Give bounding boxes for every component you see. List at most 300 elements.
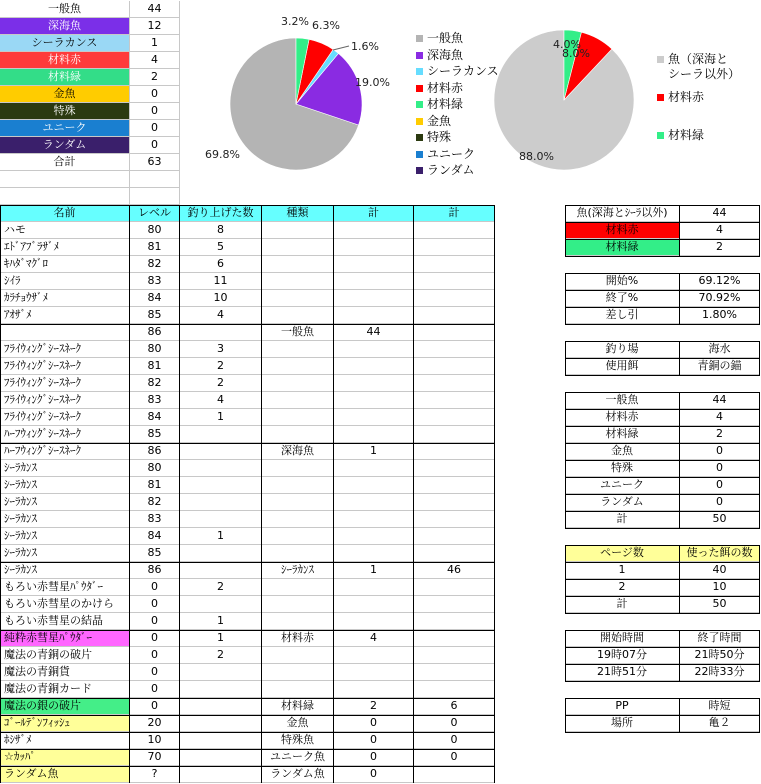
table-cell-type[interactable] — [262, 579, 334, 596]
table-cell-level[interactable]: 85 — [130, 545, 180, 562]
table-cell-type[interactable] — [262, 426, 334, 443]
table-cell-count[interactable] — [180, 426, 262, 443]
table-cell-name[interactable]: ﾌﾗｲｳｨﾝｸﾞｼｰｽﾈｰｸ — [0, 375, 130, 392]
table-cell-level[interactable]: 85 — [130, 426, 180, 443]
right-label[interactable]: ランダム — [565, 494, 680, 511]
table-cell-name[interactable]: ﾌﾗｲｳｨﾝｸﾞｼｰｽﾈｰｸ — [0, 392, 130, 409]
legend-item — [416, 130, 451, 145]
table-cell-sum1[interactable]: 1 — [334, 443, 414, 460]
right-label[interactable]: 釣り場 — [565, 341, 680, 358]
table-cell-name[interactable]: 魔法の銀の破片 — [0, 698, 130, 715]
table-cell-level[interactable]: 83 — [130, 392, 180, 409]
table-cell-level[interactable]: 80 — [130, 341, 180, 358]
table-cell-sum2[interactable] — [414, 273, 495, 290]
summary-label[interactable]: 材料赤 — [0, 52, 130, 69]
table-cell-count[interactable] — [180, 443, 262, 460]
table-cell-sum2[interactable] — [414, 681, 495, 698]
table-cell-sum1[interactable] — [334, 273, 414, 290]
table-cell-count[interactable] — [180, 749, 262, 766]
table-cell-name[interactable]: ｼｰﾗｶﾝｽ — [0, 511, 130, 528]
blank-cell[interactable] — [130, 171, 180, 188]
grid-line — [129, 205, 130, 783]
table-cell-count[interactable]: 4 — [180, 307, 262, 324]
right-value[interactable]: 4 — [680, 409, 760, 426]
table-cell-count[interactable]: 1 — [180, 409, 262, 426]
right-value[interactable]: 44 — [680, 205, 760, 222]
column-header[interactable]: 名前 — [0, 205, 130, 222]
table-cell-name[interactable]: ｶﾗﾁｮｳｻﾞﾒ — [0, 290, 130, 307]
table-cell-sum2[interactable]: 46 — [414, 562, 495, 579]
table-cell-count[interactable]: 2 — [180, 358, 262, 375]
right-label[interactable]: ユニーク — [565, 477, 680, 494]
table-cell-count[interactable] — [180, 545, 262, 562]
table-cell-sum1[interactable] — [334, 596, 414, 613]
table-cell-type[interactable] — [262, 256, 334, 273]
table-cell-name[interactable]: 魔法の青銅貨 — [0, 664, 130, 681]
right-label[interactable]: 魚(深海とｼｰﾗ以外) — [565, 205, 680, 222]
summary-value[interactable]: 63 — [130, 154, 180, 171]
table-cell-sum2[interactable] — [414, 511, 495, 528]
table-cell-type[interactable] — [262, 545, 334, 562]
summary-value[interactable]: 44 — [130, 1, 180, 18]
table-cell-level[interactable]: 86 — [130, 443, 180, 460]
table-cell-sum2[interactable] — [414, 239, 495, 256]
table-cell-sum1[interactable]: 0 — [334, 732, 414, 749]
summary-value[interactable]: 0 — [130, 137, 180, 154]
right-label[interactable]: 19時07分 — [565, 647, 680, 664]
table-cell-sum1[interactable] — [334, 290, 414, 307]
table-cell-count[interactable]: 4 — [180, 392, 262, 409]
right-label[interactable]: 材料赤 — [565, 222, 680, 239]
table-cell-name[interactable]: ☆ｶｯﾊﾟ — [0, 749, 130, 766]
table-cell-type[interactable] — [262, 511, 334, 528]
summary-label[interactable]: 特殊 — [0, 103, 130, 120]
table-cell-level[interactable]: 0 — [130, 681, 180, 698]
right-value[interactable]: 44 — [680, 392, 760, 409]
table-cell-name[interactable]: もろい赤彗星ﾊﾟｳﾀﾞｰ — [0, 579, 130, 596]
table-cell-name[interactable]: ｺﾞｰﾙﾃﾞﾝﾌｨｯｼｭ — [0, 715, 130, 732]
table-cell-type[interactable] — [262, 222, 334, 239]
table-cell-level[interactable]: 80 — [130, 222, 180, 239]
table-cell-sum1[interactable]: 0 — [334, 715, 414, 732]
table-cell-level[interactable]: 0 — [130, 579, 180, 596]
table-cell-name[interactable]: ｼｰﾗｶﾝｽ — [0, 477, 130, 494]
table-cell-name[interactable]: もろい赤彗星のかけら — [0, 596, 130, 613]
summary-label[interactable]: 一般魚 — [0, 1, 130, 18]
table-cell-level[interactable]: 84 — [130, 409, 180, 426]
legend-label: 魚（深海と シーラ以外） — [668, 52, 741, 81]
table-cell-sum1[interactable] — [334, 681, 414, 698]
table-cell-name[interactable]: もろい赤彗星の結晶 — [0, 613, 130, 630]
right-value[interactable]: 10 — [680, 579, 760, 596]
table-cell-sum2[interactable] — [414, 443, 495, 460]
table-cell-sum1[interactable] — [334, 545, 414, 562]
summary-value[interactable]: 4 — [130, 52, 180, 69]
right-value[interactable]: 時短 — [680, 698, 760, 715]
right-value[interactable]: 亀２ — [680, 715, 760, 732]
table-cell-sum1[interactable]: 2 — [334, 698, 414, 715]
summary-value[interactable]: 0 — [130, 120, 180, 137]
right-value[interactable]: 青銅の錨 — [680, 358, 760, 375]
table-cell-sum2[interactable] — [414, 613, 495, 630]
summary-label[interactable]: ランダム — [0, 137, 130, 154]
table-cell-count[interactable] — [180, 477, 262, 494]
right-value[interactable]: 0 — [680, 460, 760, 477]
table-cell-sum2[interactable] — [414, 222, 495, 239]
table-cell-level[interactable]: 81 — [130, 477, 180, 494]
table-cell-level[interactable]: 0 — [130, 698, 180, 715]
table-cell-sum2[interactable] — [414, 409, 495, 426]
right-label[interactable]: 1 — [565, 562, 680, 579]
table-cell-name[interactable]: ﾌﾗｲｳｨﾝｸﾞｼｰｽﾈｰｸ — [0, 341, 130, 358]
grid-line — [565, 613, 760, 614]
table-cell-count[interactable]: 3 — [180, 341, 262, 358]
right-value[interactable]: 2 — [680, 239, 760, 256]
table-cell-sum1[interactable]: 44 — [334, 324, 414, 341]
table-cell-sum2[interactable] — [414, 494, 495, 511]
table-cell-name[interactable]: ﾌﾗｲｳｨﾝｸﾞｼｰｽﾈｰｸ — [0, 409, 130, 426]
table-cell-name[interactable]: ﾊｰﾌｳｨﾝｸﾞｼｰｽﾈｰｸ — [0, 443, 130, 460]
table-cell-count[interactable]: 2 — [180, 579, 262, 596]
table-cell-level[interactable]: 20 — [130, 715, 180, 732]
table-cell-sum2[interactable] — [414, 647, 495, 664]
table-cell-sum2[interactable] — [414, 307, 495, 324]
table-cell-sum1[interactable] — [334, 579, 414, 596]
legend-label: 一般魚 — [427, 31, 464, 45]
table-cell-name[interactable]: ｼｰﾗｶﾝｽ — [0, 528, 130, 545]
table-cell-count[interactable] — [180, 732, 262, 749]
table-cell-type[interactable] — [262, 681, 334, 698]
table-cell-count[interactable]: 1 — [180, 528, 262, 545]
pie-label: 69.8% — [205, 148, 240, 161]
summary-value[interactable]: 0 — [130, 103, 180, 120]
right-value[interactable]: 0 — [680, 494, 760, 511]
table-cell-level[interactable]: 84 — [130, 528, 180, 545]
table-cell-type[interactable] — [262, 239, 334, 256]
table-cell-count[interactable] — [180, 494, 262, 511]
grid-line — [333, 205, 334, 783]
summary-label[interactable]: 材料緑 — [0, 69, 130, 86]
table-cell-level[interactable]: 86 — [130, 324, 180, 341]
table-cell-name[interactable]: ﾊｰﾌｳｨﾝｸﾞｼｰｽﾈｰｸ — [0, 426, 130, 443]
table-cell-level[interactable]: 81 — [130, 239, 180, 256]
table-cell-sum2[interactable] — [414, 596, 495, 613]
table-cell-sum2[interactable] — [414, 766, 495, 783]
right-value[interactable]: 2 — [680, 426, 760, 443]
table-cell-sum2[interactable] — [414, 375, 495, 392]
table-cell-type[interactable]: 材料赤 — [262, 630, 334, 647]
table-cell-name[interactable]: ｼｰﾗｶﾝｽ — [0, 494, 130, 511]
table-cell-count[interactable] — [180, 715, 262, 732]
right-value[interactable]: 70.92% — [680, 290, 760, 307]
table-cell-level[interactable]: 83 — [130, 511, 180, 528]
right-value[interactable]: 海水 — [680, 341, 760, 358]
table-cell-sum1[interactable] — [334, 256, 414, 273]
table-cell-sum2[interactable] — [414, 630, 495, 647]
right-label[interactable]: 金魚 — [565, 443, 680, 460]
table-cell-name[interactable]: ｱｵｻﾞﾒ — [0, 307, 130, 324]
table-cell-sum1[interactable] — [334, 307, 414, 324]
blank-cell[interactable] — [0, 171, 130, 188]
table-cell-name[interactable]: ﾎｼｻﾞﾒ — [0, 732, 130, 749]
table-cell-name[interactable]: ｴﾄﾞｱﾌﾞﾗｻﾞﾒ — [0, 239, 130, 256]
table-cell-name[interactable]: ｼｲﾗ — [0, 273, 130, 290]
table-cell-name[interactable]: ｼｰﾗｶﾝｽ — [0, 460, 130, 477]
table-cell-sum2[interactable] — [414, 324, 495, 341]
table-cell-name[interactable]: ハモ — [0, 222, 130, 239]
table-cell-count[interactable] — [180, 766, 262, 783]
table-cell-type[interactable]: 一般魚 — [262, 324, 334, 341]
grid-line — [565, 460, 760, 461]
table-cell-sum1[interactable]: 1 — [334, 562, 414, 579]
table-cell-sum1[interactable] — [334, 409, 414, 426]
summary-value[interactable]: 12 — [130, 18, 180, 35]
legend-item — [416, 114, 451, 129]
right-value[interactable]: 21時50分 — [680, 647, 760, 664]
column-header[interactable]: 釣り上げた数 — [180, 205, 262, 222]
right-label[interactable]: PP — [565, 698, 680, 715]
grid-line — [565, 341, 760, 342]
grid-line — [0, 715, 495, 716]
table-cell-level[interactable]: 0 — [130, 630, 180, 647]
table-cell-type[interactable]: 深海魚 — [262, 443, 334, 460]
right-value[interactable]: 0 — [680, 443, 760, 460]
table-cell-type[interactable] — [262, 528, 334, 545]
right-label[interactable]: 差し引 — [565, 307, 680, 324]
column-header[interactable]: レベル — [130, 205, 180, 222]
grid-line — [565, 205, 760, 206]
table-cell-count[interactable]: 10 — [180, 290, 262, 307]
table-cell-sum2[interactable] — [414, 579, 495, 596]
table-cell-type[interactable] — [262, 460, 334, 477]
table-cell-level[interactable]: 81 — [130, 358, 180, 375]
table-cell-sum2[interactable] — [414, 290, 495, 307]
table-cell-level[interactable]: 0 — [130, 613, 180, 630]
right-label[interactable]: 2 — [565, 579, 680, 596]
table-cell-count[interactable]: 11 — [180, 273, 262, 290]
grid-line — [0, 562, 495, 563]
grid-line — [565, 239, 760, 240]
table-cell-level[interactable]: 80 — [130, 460, 180, 477]
table-cell-type[interactable] — [262, 375, 334, 392]
table-cell-type[interactable] — [262, 494, 334, 511]
table-cell-level[interactable]: 0 — [130, 664, 180, 681]
table-cell-name[interactable]: ｷﾊﾀﾞﾏｸﾞﾛ — [0, 256, 130, 273]
table-cell-type[interactable] — [262, 647, 334, 664]
table-cell-sum1[interactable] — [334, 358, 414, 375]
table-cell-name[interactable]: 純粋赤彗星ﾊﾟｳﾀﾞｰ — [0, 630, 130, 647]
table-cell-sum2[interactable] — [414, 392, 495, 409]
right-label[interactable]: 終了% — [565, 290, 680, 307]
table-cell-sum1[interactable] — [334, 511, 414, 528]
table-cell-level[interactable]: 82 — [130, 494, 180, 511]
right-value[interactable]: 4 — [680, 222, 760, 239]
table-cell-type[interactable]: ランダム魚 — [262, 766, 334, 783]
table-cell-count[interactable]: 1 — [180, 613, 262, 630]
table-cell-name[interactable]: 魔法の青銅の破片 — [0, 647, 130, 664]
table-cell-sum2[interactable] — [414, 477, 495, 494]
table-cell-type[interactable] — [262, 613, 334, 630]
right-value[interactable]: 使った餌の数 — [680, 545, 760, 562]
summary-label[interactable]: シーラカンス — [0, 35, 130, 52]
right-label[interactable]: 材料緑 — [565, 426, 680, 443]
table-cell-level[interactable]: 10 — [130, 732, 180, 749]
table-cell-level[interactable]: 0 — [130, 647, 180, 664]
right-label[interactable]: 計 — [565, 511, 680, 528]
legend-swatch — [416, 35, 423, 42]
table-cell-count[interactable]: 5 — [180, 239, 262, 256]
table-cell-level[interactable]: 83 — [130, 273, 180, 290]
summary-label[interactable]: 深海魚 — [0, 18, 130, 35]
table-cell-sum2[interactable] — [414, 528, 495, 545]
right-label[interactable]: 使用餌 — [565, 358, 680, 375]
table-cell-sum2[interactable] — [414, 256, 495, 273]
right-value[interactable]: 50 — [680, 511, 760, 528]
right-value[interactable]: 40 — [680, 562, 760, 579]
table-cell-sum1[interactable] — [334, 647, 414, 664]
table-cell-count[interactable] — [180, 511, 262, 528]
table-cell-sum1[interactable] — [334, 664, 414, 681]
table-cell-sum1[interactable] — [334, 460, 414, 477]
grid-line — [565, 426, 760, 427]
table-cell-type[interactable]: ユニーク魚 — [262, 749, 334, 766]
grid-line — [413, 205, 414, 783]
table-cell-type[interactable] — [262, 596, 334, 613]
summary-label[interactable]: 金魚 — [0, 86, 130, 103]
table-cell-name[interactable]: 魔法の青銅カード — [0, 681, 130, 698]
right-label[interactable]: 計 — [565, 596, 680, 613]
table-cell-type[interactable] — [262, 307, 334, 324]
table-cell-type[interactable]: ｼｰﾗｶﾝｽ — [262, 562, 334, 579]
table-cell-name[interactable]: ランダム魚 — [0, 766, 130, 783]
legend-swatch — [416, 167, 423, 174]
right-label[interactable]: 場所 — [565, 715, 680, 732]
table-cell-count[interactable] — [180, 460, 262, 477]
table-cell-level[interactable]: 85 — [130, 307, 180, 324]
table-cell-type[interactable]: 特殊魚 — [262, 732, 334, 749]
summary-value[interactable]: 2 — [130, 69, 180, 86]
table-cell-sum1[interactable]: 0 — [334, 766, 414, 783]
table-cell-name[interactable]: ｼｰﾗｶﾝｽ — [0, 545, 130, 562]
blank-cell[interactable] — [0, 188, 130, 205]
blank-cell[interactable] — [130, 188, 180, 205]
table-cell-sum2[interactable]: 0 — [414, 732, 495, 749]
table-cell-name[interactable]: ｼｰﾗｶﾝｽ — [0, 562, 130, 579]
table-cell-type[interactable] — [262, 358, 334, 375]
summary-label[interactable]: 合計 — [0, 154, 130, 171]
table-cell-count[interactable]: 2 — [180, 375, 262, 392]
right-label[interactable]: 材料緑 — [565, 239, 680, 256]
right-value[interactable]: 1.80% — [680, 307, 760, 324]
right-label[interactable]: ページ数 — [565, 545, 680, 562]
summary-value[interactable]: 1 — [130, 35, 180, 52]
table-cell-sum1[interactable]: 4 — [334, 630, 414, 647]
table-cell-type[interactable] — [262, 664, 334, 681]
table-cell-count[interactable] — [180, 562, 262, 579]
table-cell-sum1[interactable] — [334, 239, 414, 256]
table-cell-count[interactable]: 2 — [180, 647, 262, 664]
table-cell-sum1[interactable] — [334, 392, 414, 409]
column-header[interactable]: 計 — [334, 205, 414, 222]
pie-label: 1.6% — [351, 40, 379, 53]
table-cell-type[interactable] — [262, 341, 334, 358]
table-cell-level[interactable]: 84 — [130, 290, 180, 307]
table-cell-type[interactable] — [262, 477, 334, 494]
right-label[interactable]: 開始% — [565, 273, 680, 290]
table-cell-count[interactable]: 6 — [180, 256, 262, 273]
table-cell-count[interactable] — [180, 664, 262, 681]
right-value[interactable]: 69.12% — [680, 273, 760, 290]
table-cell-count[interactable]: 8 — [180, 222, 262, 239]
table-cell-sum2[interactable]: 0 — [414, 715, 495, 732]
table-cell-sum1[interactable] — [334, 375, 414, 392]
table-cell-count[interactable] — [180, 596, 262, 613]
column-header[interactable]: 計 — [414, 205, 495, 222]
table-cell-level[interactable]: 0 — [130, 596, 180, 613]
right-label[interactable]: 開始時間 — [565, 630, 680, 647]
legend-swatch — [416, 134, 423, 141]
table-cell-level[interactable]: 86 — [130, 562, 180, 579]
table-cell-sum1[interactable]: 0 — [334, 749, 414, 766]
right-label[interactable]: 一般魚 — [565, 392, 680, 409]
summary-label[interactable]: ユニーク — [0, 120, 130, 137]
table-cell-sum2[interactable] — [414, 545, 495, 562]
table-cell-sum1[interactable] — [334, 528, 414, 545]
table-cell-sum2[interactable] — [414, 358, 495, 375]
table-cell-sum2[interactable] — [414, 664, 495, 681]
column-header[interactable]: 種類 — [262, 205, 334, 222]
table-cell-sum1[interactable] — [334, 341, 414, 358]
right-value[interactable]: 22時33分 — [680, 664, 760, 681]
table-cell-name[interactable] — [0, 324, 130, 341]
table-cell-sum2[interactable] — [414, 341, 495, 358]
table-cell-sum1[interactable] — [334, 494, 414, 511]
table-cell-level[interactable]: 82 — [130, 256, 180, 273]
table-cell-sum1[interactable] — [334, 477, 414, 494]
table-cell-type[interactable]: 金魚 — [262, 715, 334, 732]
table-cell-level[interactable]: ? — [130, 766, 180, 783]
right-label[interactable]: 21時51分 — [565, 664, 680, 681]
table-cell-sum2[interactable]: 6 — [414, 698, 495, 715]
right-value[interactable]: 50 — [680, 596, 760, 613]
right-label[interactable]: 材料赤 — [565, 409, 680, 426]
table-cell-count[interactable] — [180, 681, 262, 698]
table-cell-type[interactable]: 材料緑 — [262, 698, 334, 715]
table-cell-sum1[interactable] — [334, 222, 414, 239]
grid-line — [0, 732, 495, 733]
table-cell-count[interactable]: 1 — [180, 630, 262, 647]
table-cell-count[interactable] — [180, 324, 262, 341]
table-cell-sum1[interactable] — [334, 426, 414, 443]
table-cell-type[interactable] — [262, 290, 334, 307]
table-cell-name[interactable]: ﾌﾗｲｳｨﾝｸﾞｼｰｽﾈｰｸ — [0, 358, 130, 375]
table-cell-sum2[interactable] — [414, 426, 495, 443]
table-cell-level[interactable]: 82 — [130, 375, 180, 392]
table-cell-count[interactable] — [180, 698, 262, 715]
table-cell-type[interactable] — [262, 409, 334, 426]
right-label[interactable]: 特殊 — [565, 460, 680, 477]
table-cell-level[interactable]: 70 — [130, 749, 180, 766]
grid-line — [0, 766, 495, 767]
table-cell-sum1[interactable] — [334, 613, 414, 630]
table-cell-type[interactable] — [262, 392, 334, 409]
table-cell-sum2[interactable]: 0 — [414, 749, 495, 766]
table-cell-type[interactable] — [262, 273, 334, 290]
right-value[interactable]: 0 — [680, 477, 760, 494]
right-value[interactable]: 終了時間 — [680, 630, 760, 647]
summary-value[interactable]: 0 — [130, 86, 180, 103]
table-cell-sum2[interactable] — [414, 460, 495, 477]
